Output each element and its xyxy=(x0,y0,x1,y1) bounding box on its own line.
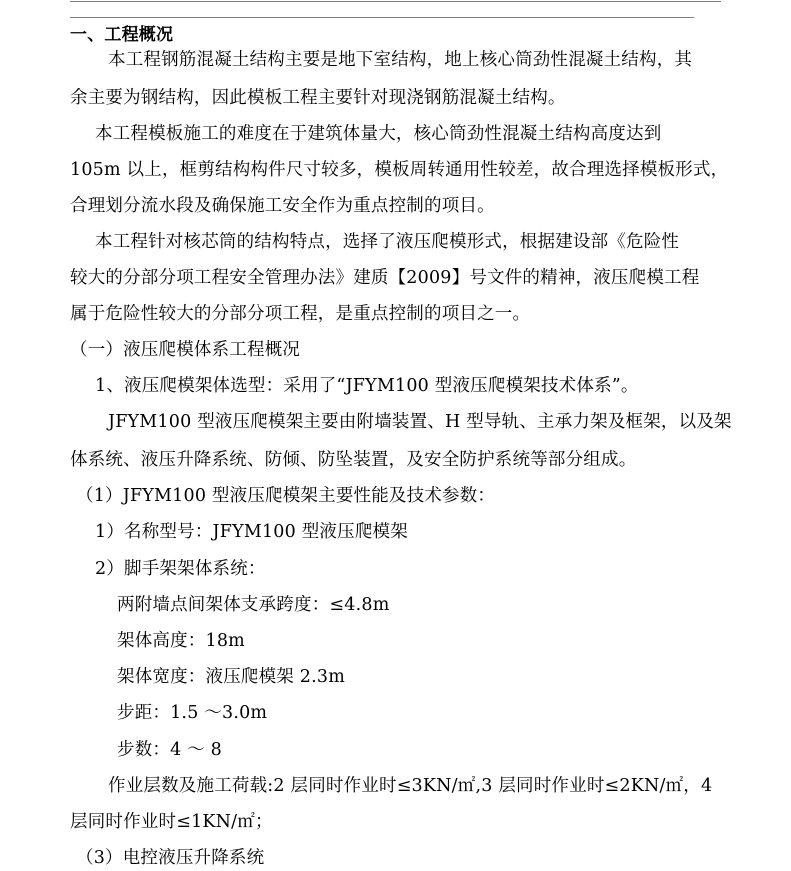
top-border-line xyxy=(70,1,721,2)
subsection-heading: （一）液压爬模体系工程概况 xyxy=(70,340,301,360)
paragraph-5-line-2: 层同时作业时≤1KN/㎡； xyxy=(70,812,273,832)
item-1-line: 1、液压爬模架体选型：采用了“JFYM100 型液压爬模架技术体系”。 xyxy=(95,376,639,396)
paragraph-2-line-1: 本工程模板施工的难度在于建筑体量大，核心筒劲性混凝土结构高度达到 xyxy=(95,124,662,144)
paragraph-5-line-1: 作业层数及施工荷载:2 层同时作业时≤3KN/㎡,3 层同时作业时≤2KN/㎡，4 xyxy=(108,776,713,796)
spec-param-height: 架体高度：18m xyxy=(117,631,245,651)
spec-param-step-count: 步数：4 ～ 8 xyxy=(117,740,222,760)
paragraph-3-line-3: 属于危险性较大的分部分项工程，是重点控制的项目之一。 xyxy=(70,304,531,324)
paragraph-3-line-1: 本工程针对核芯筒的结构特点，选择了液压爬模形式，根据建设部《危险性 xyxy=(95,232,680,252)
spec-scaffold-line: 2）脚手架架体系统： xyxy=(95,559,266,579)
spec-model-line: 1）名称型号：JFYM100 型液压爬模架 xyxy=(95,522,408,542)
spec-param-step-distance: 步距：1.5 ～3.0m xyxy=(117,703,268,723)
spec-param-span: 两附墙点间架体支承跨度：≤4.8m xyxy=(117,595,390,615)
sub-item-3-heading: （3）电控液压升降系统 xyxy=(76,848,265,868)
header-rule xyxy=(70,17,694,18)
paragraph-1-line-1: 本工程钢筋混凝土结构主要是地下室结构，地上核心筒劲性混凝土结构，其 xyxy=(108,50,693,70)
spec-param-width: 架体宽度：液压爬模架 2.3m xyxy=(117,667,345,687)
paragraph-2-line-2: 105m 以上，框剪结构构件尺寸较多，模板周转通用性较差，故合理选择模板形式， xyxy=(70,160,729,180)
paragraph-4-line-2: 体系统、液压升降系统、防倾、防坠装置，及安全防护系统等部分组成。 xyxy=(70,450,637,470)
sub-item-1-heading: （1）JFYM100 型液压爬模架主要性能及技术参数： xyxy=(76,486,496,506)
paragraph-3-line-2: 较大的分部分项工程安全管理办法》建质【2009】号文件的精神，液压爬模工程 xyxy=(70,268,700,288)
paragraph-2-line-3: 合理划分流水段及确保施工安全作为重点控制的项目。 xyxy=(70,196,495,216)
paragraph-1-line-2: 余主要为钢结构，因此模板工程主要针对现浇钢筋混凝土结构。 xyxy=(70,88,566,108)
paragraph-4-line-1: JFYM100 型液压爬模架主要由附墙装置、H 型导轨、主承力架及框架，以及架 xyxy=(108,412,732,432)
section-heading: 一、工程概况 xyxy=(70,25,174,45)
